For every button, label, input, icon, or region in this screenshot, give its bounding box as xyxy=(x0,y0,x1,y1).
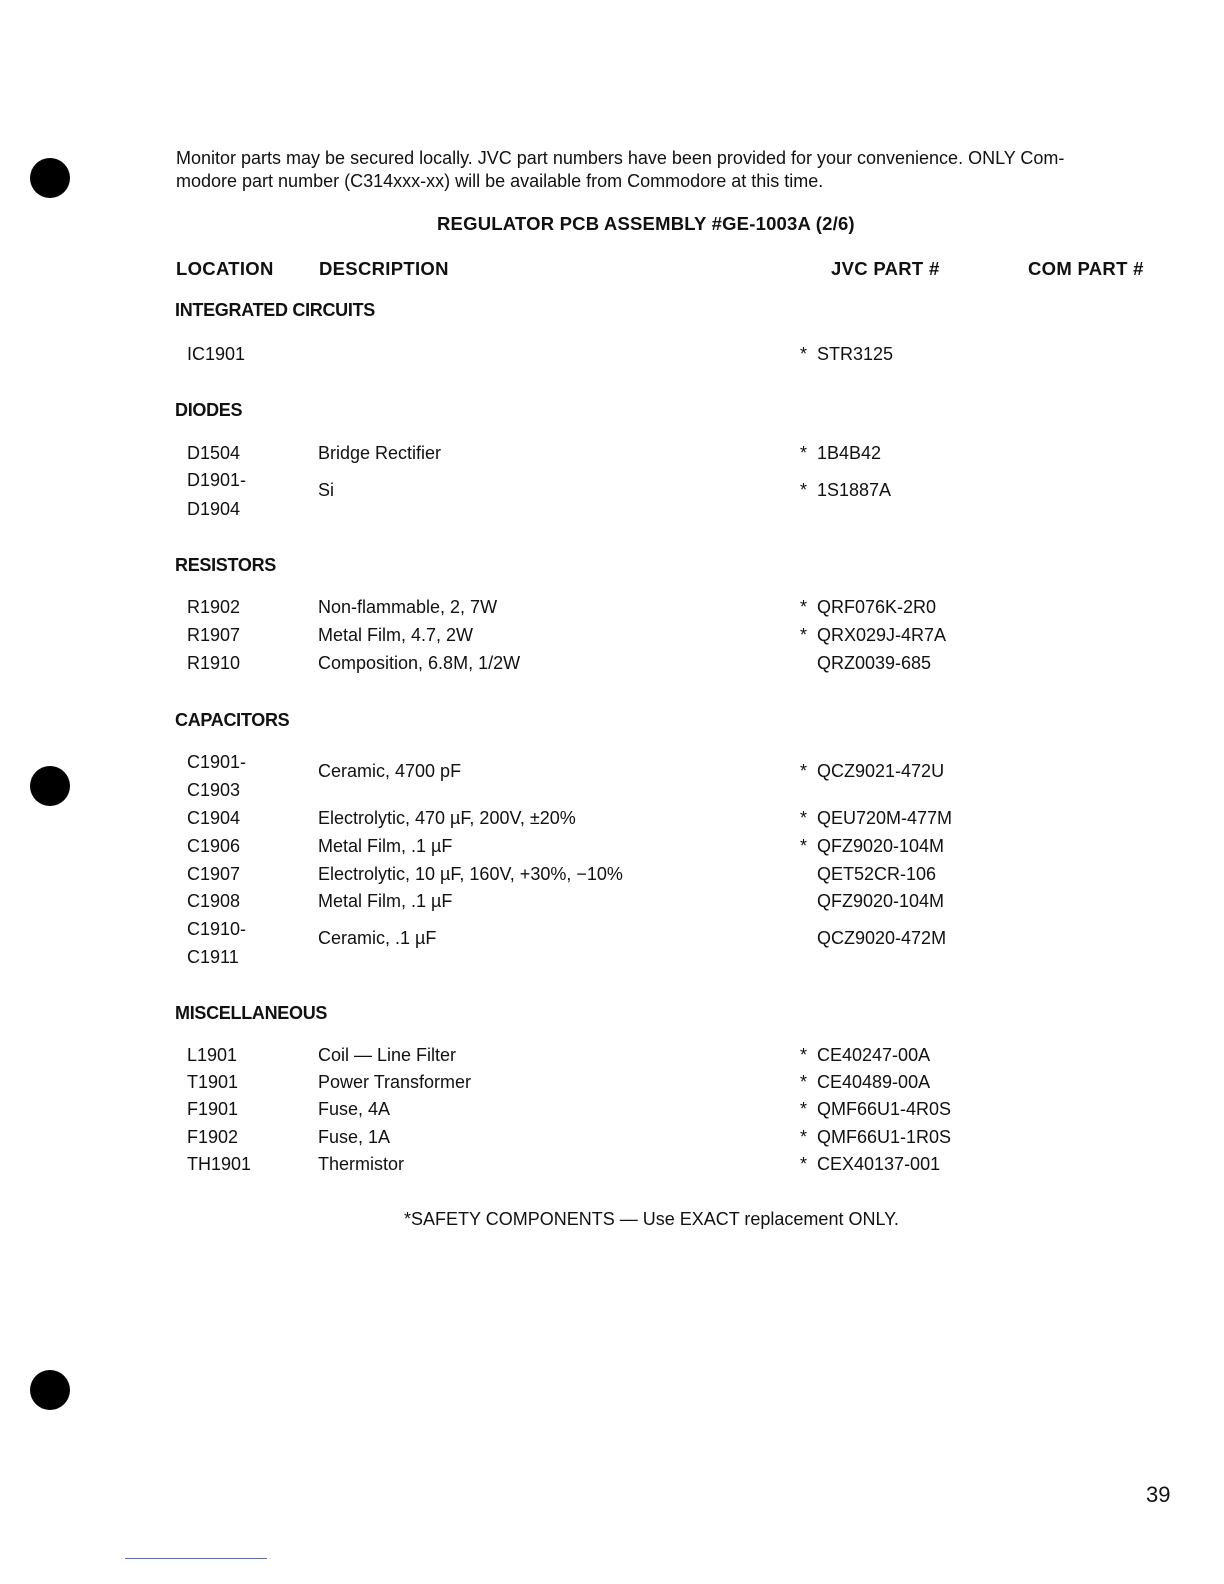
location: C1901- xyxy=(187,752,247,772)
jvc-part: STR3125 xyxy=(817,344,894,364)
table-row xyxy=(0,653,1224,681)
description: Bridge Rectifier xyxy=(318,443,442,463)
table-row xyxy=(0,864,1224,892)
description: Electrolytic, 10 µF, 160V, +30%, −10% xyxy=(318,864,623,884)
jvc-part: QEU720M-477M xyxy=(817,808,953,828)
section-title-diodes: DIODES xyxy=(175,400,243,420)
table-row xyxy=(0,1099,1224,1127)
table-row xyxy=(0,1154,1224,1182)
description: Metal Film, 4.7, 2W xyxy=(318,625,474,645)
intro-line-2: modore part number (C314xxx-xx) will be available from Commodore at this time. xyxy=(176,171,824,191)
assembly-title: REGULATOR PCB ASSEMBLY #GE-1003A (2/6) xyxy=(437,213,855,234)
location: C1904 xyxy=(187,808,241,828)
description: Electrolytic, 470 µF, 200V, ±20% xyxy=(318,808,576,828)
binder-hole-top xyxy=(30,158,70,198)
description: Fuse, 4A xyxy=(318,1099,391,1119)
safety-mark: * xyxy=(800,597,808,617)
jvc-part: QRF076K-2R0 xyxy=(817,597,937,617)
section-title-capacitors: CAPACITORS xyxy=(175,710,290,730)
table-row xyxy=(0,625,1224,653)
jvc-part: QRZ0039-685 xyxy=(817,653,932,673)
location: C1908 xyxy=(187,891,241,911)
jvc-part: QMF66U1-1R0S xyxy=(817,1127,952,1147)
jvc-part: CE40489-00A xyxy=(817,1072,931,1092)
table-row xyxy=(0,344,1224,372)
location: L1901 xyxy=(187,1045,238,1065)
safety-mark: * xyxy=(800,808,808,828)
safety-mark: * xyxy=(800,1072,808,1092)
binder-hole-bottom xyxy=(30,1370,70,1410)
location: IC1901 xyxy=(187,344,246,364)
location: F1901 xyxy=(187,1099,239,1119)
location: R1902 xyxy=(187,597,241,617)
intro-paragraph xyxy=(176,147,1176,193)
safety-mark: * xyxy=(800,761,808,781)
table-row xyxy=(0,443,1224,471)
table-row xyxy=(0,808,1224,836)
safety-mark: * xyxy=(800,1045,808,1065)
table-row xyxy=(0,597,1224,625)
safety-mark: * xyxy=(800,1099,808,1119)
header-location: LOCATION xyxy=(176,258,274,279)
header-jvc-part: JVC PART # xyxy=(831,258,940,279)
location-end: D1904 xyxy=(187,499,241,519)
description: Non-flammable, 2, 7W xyxy=(318,597,498,617)
jvc-part: CEX40137-001 xyxy=(817,1154,941,1174)
jvc-part: QFZ9020-104M xyxy=(817,836,945,856)
section-title-misc: MISCELLANEOUS xyxy=(175,1003,328,1023)
jvc-part: QCZ9021-472U xyxy=(817,761,945,781)
location: F1902 xyxy=(187,1127,239,1147)
safety-mark: * xyxy=(800,625,808,645)
table-row xyxy=(0,1127,1224,1155)
table-row xyxy=(0,919,1224,975)
location: C1906 xyxy=(187,836,241,856)
description: Metal Film, .1 µF xyxy=(318,891,453,911)
page-number: 39 xyxy=(1146,1482,1171,1507)
jvc-part: QFZ9020-104M xyxy=(817,891,945,911)
jvc-part: CE40247-00A xyxy=(817,1045,931,1065)
location: R1907 xyxy=(187,625,241,645)
table-row xyxy=(0,752,1224,808)
location: R1910 xyxy=(187,653,241,673)
jvc-part: 1S1887A xyxy=(817,480,892,500)
section-title-ic: INTEGRATED CIRCUITS xyxy=(175,300,375,320)
location-end: C1911 xyxy=(187,947,239,967)
section-title-resistors: RESISTORS xyxy=(175,555,276,575)
description: Ceramic, .1 µF xyxy=(318,928,437,948)
description: Fuse, 1A xyxy=(318,1127,391,1147)
table-row xyxy=(0,470,1224,526)
safety-mark: * xyxy=(800,480,808,500)
description: Thermistor xyxy=(318,1154,405,1174)
location: C1910- xyxy=(187,919,247,939)
safety-mark: * xyxy=(800,836,808,856)
location: C1907 xyxy=(187,864,241,884)
table-row xyxy=(0,1072,1224,1100)
location-end: C1903 xyxy=(187,780,241,800)
description: Coil — Line Filter xyxy=(318,1045,457,1065)
safety-footnote: *SAFETY COMPONENTS — Use EXACT replacement ONLY. xyxy=(404,1209,899,1229)
jvc-part: QRX029J-4R7A xyxy=(817,625,947,645)
jvc-part: 1B4B42 xyxy=(817,443,882,463)
table-row xyxy=(0,891,1224,919)
jvc-part: QCZ9020-472M xyxy=(817,928,947,948)
header-description: DESCRIPTION xyxy=(319,258,449,279)
safety-mark: * xyxy=(800,1154,808,1174)
safety-mark: * xyxy=(800,443,808,463)
description: Metal Film, .1 µF xyxy=(318,836,453,856)
jvc-part: QMF66U1-4R0S xyxy=(817,1099,952,1119)
jvc-part: QET52CR-106 xyxy=(817,864,937,884)
description: Si xyxy=(318,480,335,500)
description: Ceramic, 4700 pF xyxy=(318,761,462,781)
safety-mark: * xyxy=(800,344,808,364)
table-row xyxy=(0,836,1224,864)
location: D1901- xyxy=(187,470,247,490)
intro-line-1: Monitor parts may be secured locally. JVC part numbers have been provided for your convenience. ONLY Com- xyxy=(176,148,1065,168)
header-com-part: COM PART # xyxy=(1028,258,1144,279)
description: Composition, 6.8M, 1/2W xyxy=(318,653,521,673)
location: TH1901 xyxy=(187,1154,252,1174)
scan-divider-line xyxy=(125,1558,267,1559)
description: Power Transformer xyxy=(318,1072,472,1092)
table-row xyxy=(0,1045,1224,1073)
location: D1504 xyxy=(187,443,241,463)
safety-mark: * xyxy=(800,1127,808,1147)
location: T1901 xyxy=(187,1072,239,1092)
